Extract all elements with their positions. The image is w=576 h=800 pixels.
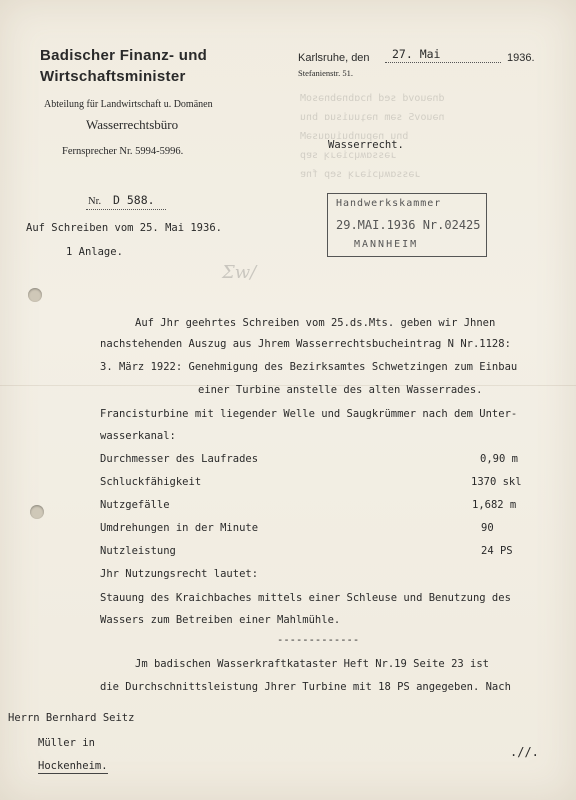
body-line: 3. März 1922: Genehmigung des Bezirksamtes Schwetzingen zum Einbau [100, 361, 518, 373]
stamp-city: MANNHEIM [354, 239, 419, 250]
body-line: Jhr Nutzungsrecht lautet: [100, 568, 259, 580]
office: Wasserrechtsbüro [86, 117, 179, 132]
body-line: nachstehenden Auszug aus Jhrem Wasserrechtsbucheintrag N Nr.1128: [100, 338, 511, 350]
spec-label: Nutzleistung [100, 545, 176, 557]
body-line: Jm badischen Wasserkraftkataster Heft Nr.19 Seite 23 ist [135, 658, 490, 670]
letter-page: dnəuovd sed hɔɑbnəbnəsoM nəuovS səm nəʇuuisuɑ bnu bnu nəpunbuiuɑusəM ɹəssɑʍɥɔiəɹʞ sɐp ɹəssɑʍɥɔiəɹʞ sep fnɐ Badischer Finanz- und Wirtschaftsminister Abteilung für Landwirtschaft u. Domänen Wasserrechtsbüro Fernsprecher Nr. 5994-5996. Karlsruhe, den 27. Mai 1936. Stefanienstr. 51. Wasserrecht. Nr. D 588. Auf Schreiben vom 25. Mai 1936. 1 Anlage. Handwerkskammer 29.MAI.1936 Nr.02425 MANNHEIM Ʃw/ Auf Jhr geehrtes Schreiben vom 25.ds.Mts. geben wir Jhnen nachstehenden Auszug aus Jhrem Wasserrechtsbucheintrag N Nr.1128: 3. März 1922: Genehmigung des Bezirksamtes Schwetzingen zum Einbau einer Turbine anstelle des alten Wasserrades. Francisturbine mit liegender Welle und Saugkrümmer nach dem Unter- wasserkanal: Durchmesser des Laufrades 0,90 m Schluckfähigkeit 1370 skl Nutzgefälle 1,682 m Umdrehungen in der Minute 90 Nutzleistung 24 PS Jhr Nutzungsrecht lautet: Stauung des Kraichbaches mittels einer Schleuse und Benutzung des Wassers zum Betreiben einer Mahlmühle. ------------- Jm badischen Wasserkraftkataster Heft Nr.19 Seite 23 ist die Durchschnittsleistung Jhrer Turbine mit 18 PS angegeben. Nach Herrn Bernhard Seitz Müller in Hockenheim. .//. [0, 0, 576, 800]
ref-number: D 588. [113, 193, 155, 207]
subject: Wasserrecht. [328, 139, 404, 151]
spec-value: 24 PS [481, 545, 513, 557]
spec-label: Schluckfähigkeit [100, 476, 202, 488]
punch-hole [28, 288, 42, 302]
body-line: Wassers zum Betreiben einer Mahlmühle. [100, 614, 341, 626]
ministry-name-line2: Wirtschaftsminister [40, 68, 186, 85]
spec-value: 90 [481, 522, 494, 534]
recipient-city: Hockenheim. [38, 760, 108, 772]
spec-label: Durchmesser des Laufrades [100, 453, 259, 465]
body-line: einer Turbine anstelle des alten Wasserrades. [198, 384, 483, 396]
place: Karlsruhe, den [298, 52, 370, 64]
body-line: Stauung des Kraichbaches mittels einer Schleuse und Benutzung des [100, 592, 511, 604]
spec-label: Nutzgefälle [100, 499, 170, 511]
body-line: Francisturbine mit liegender Welle und Saugkrümmer nach dem Unter- [100, 408, 518, 420]
spec-value: 0,90 m [480, 453, 518, 465]
department: Abteilung für Landwirtschaft u. Domänen [44, 99, 213, 110]
separator: ------------- [277, 634, 360, 646]
stamp-top: Handwerkskammer [336, 198, 442, 209]
body-line: Auf Jhr geehrtes Schreiben vom 25.ds.Mts. geben wir Jhnen [135, 317, 496, 329]
enclosure: 1 Anlage. [66, 246, 123, 258]
spec-label: Umdrehungen in der Minute [100, 522, 259, 534]
body-line: wasserkanal: [100, 430, 176, 442]
recipient-occupation: Müller in [38, 737, 95, 749]
date-day-month: 27. Mai [392, 47, 441, 61]
pencil-mark-icon: Ʃw/ [222, 262, 257, 283]
punch-hole [30, 505, 44, 519]
telephone: Fernsprecher Nr. 5994-5996. [62, 146, 184, 157]
street-address: Stefanienstr. 51. [298, 68, 354, 78]
reference-letter: Auf Schreiben vom 25. Mai 1936. [26, 222, 222, 234]
year: 1936. [507, 52, 535, 64]
spec-value: 1370 skl [471, 476, 522, 488]
ministry-name-line1: Badischer Finanz- und [40, 47, 208, 64]
recipient-name: Herrn Bernhard Seitz [8, 712, 135, 724]
receipt-stamp [327, 193, 487, 257]
continuation-mark: .//. [510, 745, 539, 759]
stamp-date: 29.MAI.1936 Nr.02425 [336, 218, 481, 232]
ref-prefix: Nr. [88, 196, 102, 207]
spec-value: 1,682 m [472, 499, 517, 511]
body-line: die Durchschnittsleistung Jhrer Turbine mit 18 PS angegeben. Nach [100, 681, 511, 693]
